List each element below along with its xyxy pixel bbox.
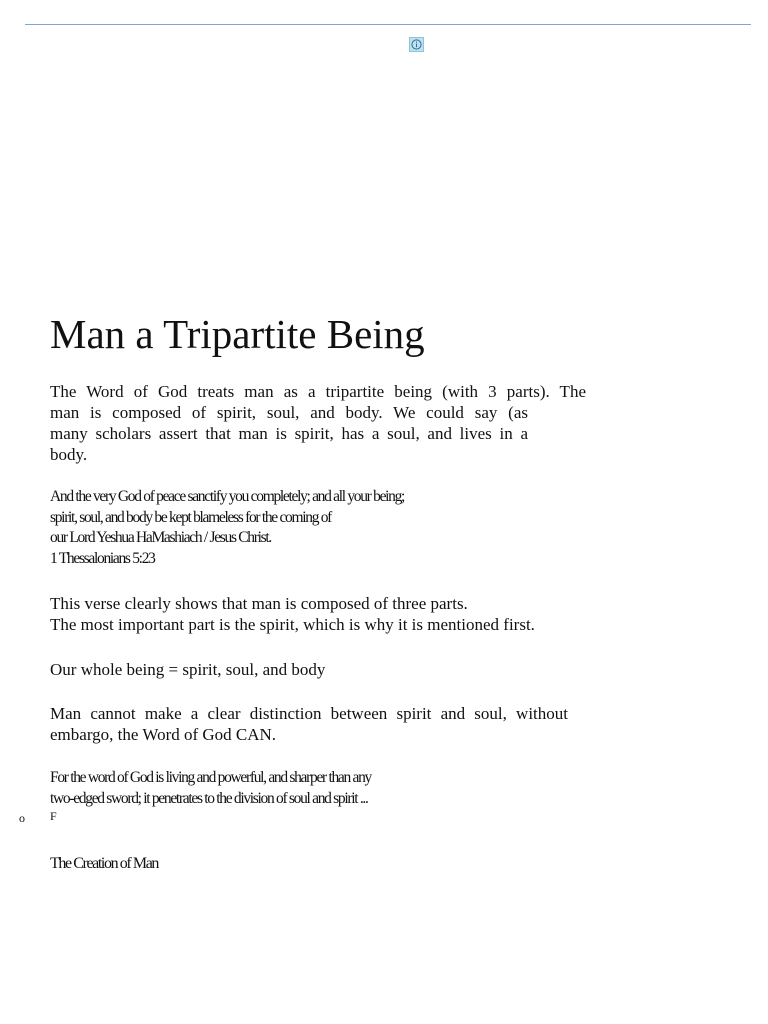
quote-line: And the very God of peace sanctify you completely; and all your being; bbox=[50, 488, 405, 505]
paragraph-line: Man cannot make a clear distinction between spirit and soul, without bbox=[50, 704, 568, 723]
intro-line: man is composed of spirit, soul, and body. We could say (as bbox=[50, 403, 528, 422]
quote-reference: 1 Thessalonians 5:23 bbox=[50, 549, 155, 567]
paragraph-line: embargo, the Word of God CAN. bbox=[50, 725, 277, 744]
intro-paragraph bbox=[50, 381, 586, 465]
intro-line: many scholars assert that man is spirit, has a soul, and lives in a bbox=[50, 424, 528, 443]
whole-being-paragraph: Our whole being = spirit, soul, and body bbox=[50, 660, 326, 679]
intro-line: The Word of God treats man as a tripartite being (with 3 parts). The bbox=[50, 382, 586, 401]
paragraph-line: This verse clearly shows that man is composed of three parts. bbox=[50, 594, 468, 613]
list-item: F bbox=[50, 809, 57, 823]
quote-line: spirit, soul, and body be kept blameless for the coming of bbox=[50, 508, 332, 526]
page-title: Man a Tripartite Being bbox=[50, 311, 425, 357]
info-icon[interactable] bbox=[409, 37, 424, 52]
quote-line: our Lord Yeshua HaMashiach / Jesus Christ. bbox=[50, 529, 271, 546]
intro-line: body. bbox=[50, 445, 88, 464]
section-heading: The Creation of Man bbox=[50, 855, 159, 872]
quote-line: For the word of God is living and powerful, and sharper than any bbox=[50, 769, 372, 786]
top-divider bbox=[25, 24, 751, 25]
scripture-quote-thessalonians bbox=[50, 487, 404, 569]
list-bullet: o bbox=[19, 811, 25, 825]
paragraph-line: The most important part is the spirit, which is why it is mentioned first. bbox=[50, 615, 535, 634]
distinction-paragraph bbox=[50, 703, 568, 745]
scripture-quote-hebrews bbox=[50, 768, 371, 809]
info-circle-glyph bbox=[411, 39, 422, 50]
three-parts-paragraph bbox=[50, 593, 590, 635]
quote-line: two-edged sword; it penetrates to the division of soul and spirit ... bbox=[50, 789, 368, 807]
